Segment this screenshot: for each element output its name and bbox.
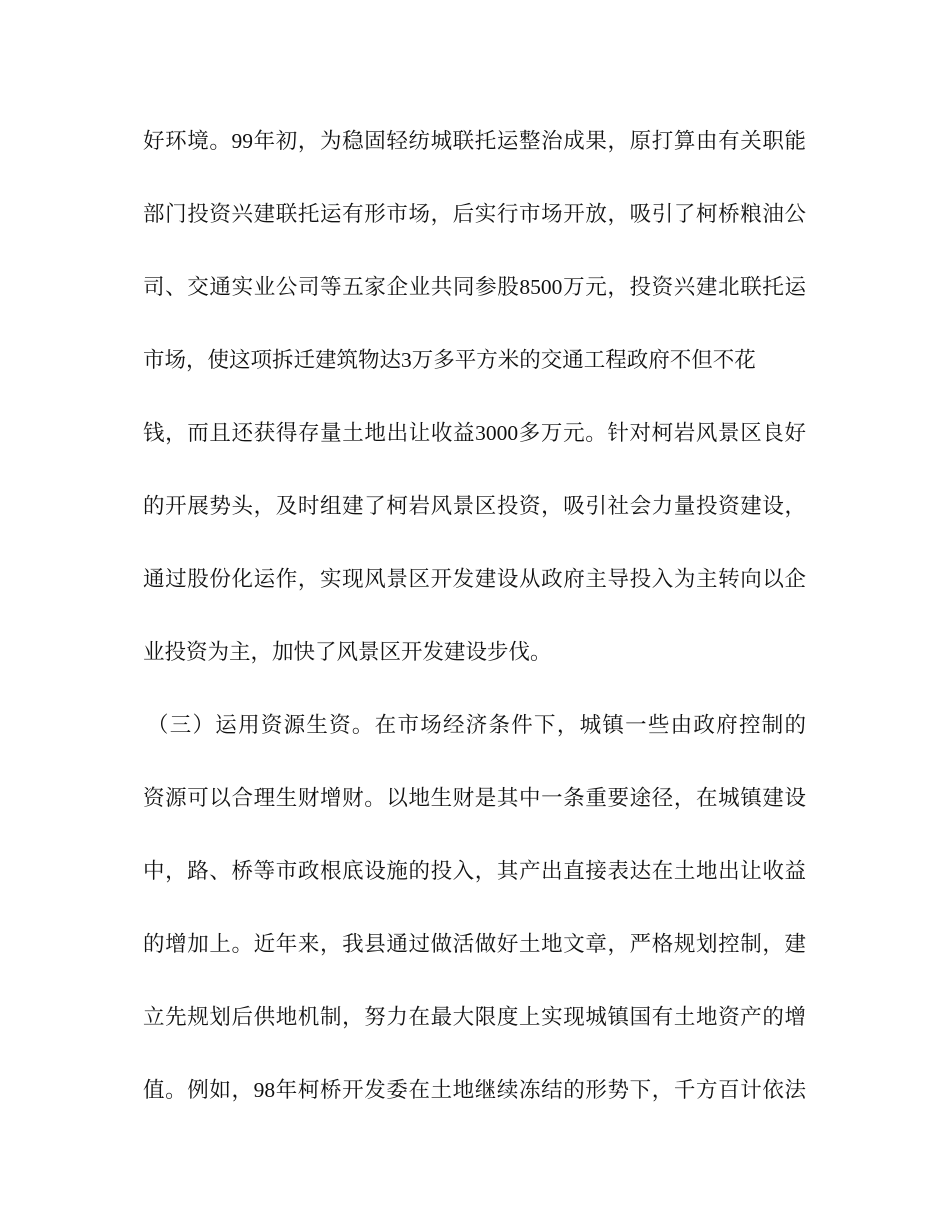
text-line: 好环境。99年初，为稳固轻纺城联托运整治成果，原打算由有关职能: [143, 129, 806, 153]
text-line: 司、交通实业公司等五家企业共同参股8500万元，投资兴建北联托运: [143, 275, 806, 299]
body-text: [143, 105, 806, 1127]
text-line: 中，路、桥等市政根底设施的投入，其产出直接表达在土地出让收益: [143, 859, 806, 883]
text-line: 市场，使这项拆迁建筑物达3万多平方米的交通工程政府不但不花: [143, 348, 756, 372]
text-line: 的增加上。近年来，我县通过做活做好土地文章，严格规划控制，建: [143, 932, 806, 956]
text-line: 值。例如，98年柯桥开发委在土地继续冻结的形势下，千方百计依法: [143, 1078, 806, 1102]
paragraph-last-line: 业投资为主，加快了风景区开发建设步伐。: [143, 640, 552, 664]
text-line: 通过股份化运作，实现风景区开发建设从政府主导投入为主转向以企: [143, 567, 806, 591]
text-line: 钱，而且还获得存量土地出让收益3000多万元。针对柯岩风景区良好: [143, 421, 806, 445]
text-line: 部门投资兴建联托运有形市场，后实行市场开放，吸引了柯桥粮油公: [143, 202, 806, 226]
section-heading-line: （三）运用资源生资。在市场经济条件下，城镇一些由政府控制的: [147, 713, 806, 737]
text-line: 立先规划后供地机制，努力在最大限度上实现城镇国有土地资产的增: [143, 1005, 806, 1029]
text-line: 资源可以合理生财增财。以地生财是其中一条重要途径，在城镇建设: [143, 786, 806, 810]
text-line: 的开展势头，及时组建了柯岩风景区投资，吸引社会力量投资建设，: [143, 494, 806, 518]
